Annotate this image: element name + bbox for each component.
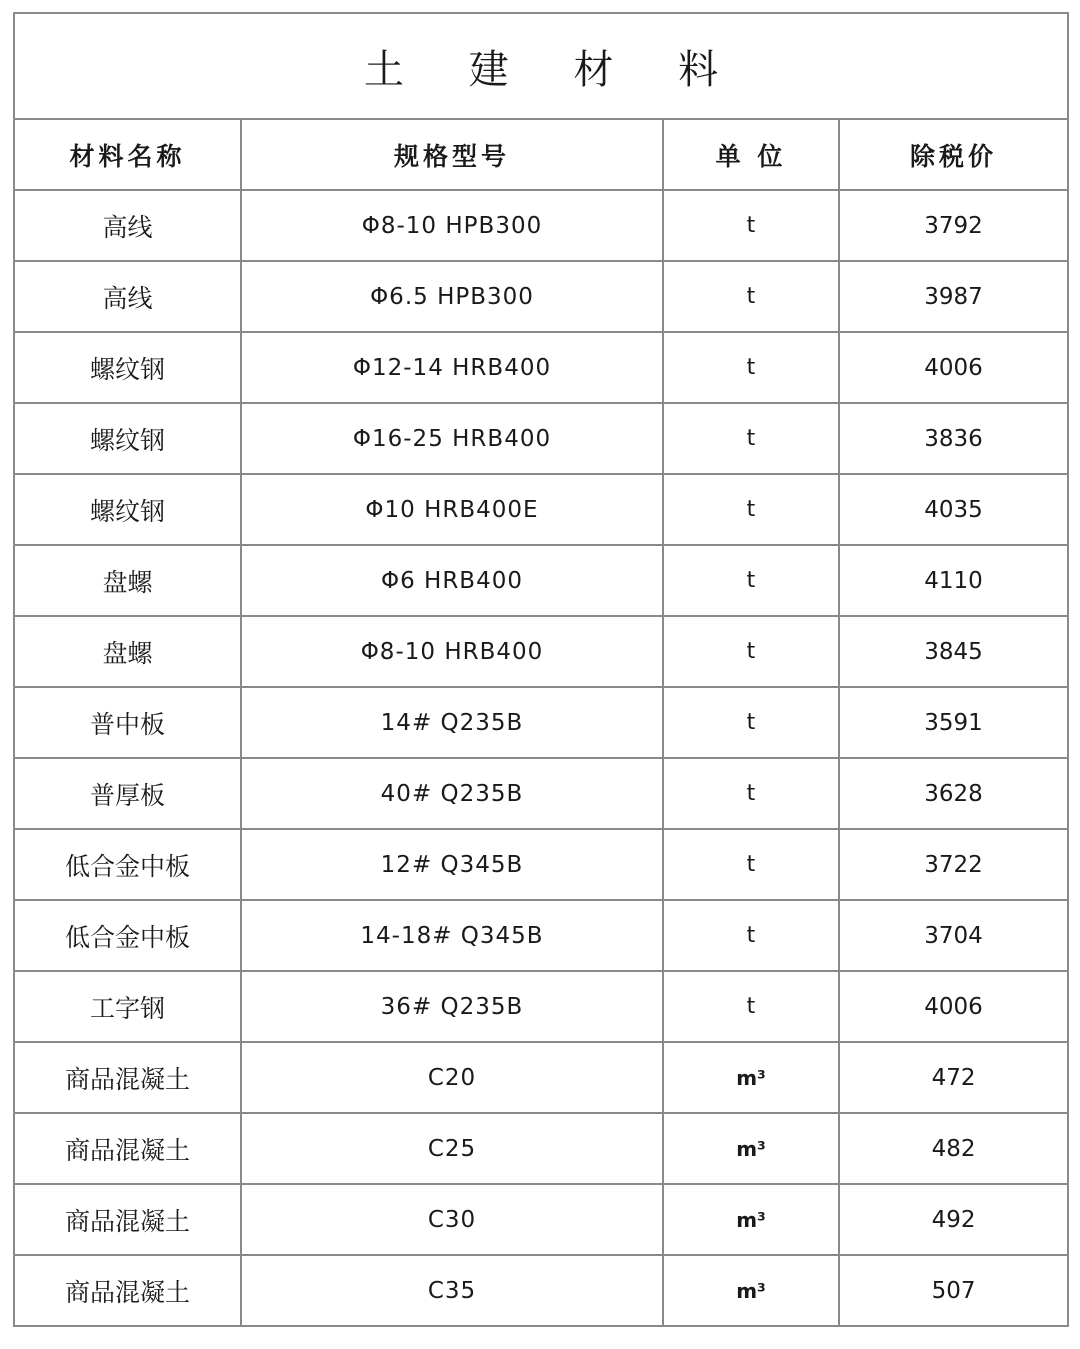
header-unit: 单 位 (663, 119, 839, 190)
table-row (14, 403, 1068, 474)
table-body (14, 190, 1068, 1326)
price-cell: 3591 (839, 687, 1068, 758)
price-cell: 3836 (839, 403, 1068, 474)
header-material-name: 材料名称 (14, 119, 241, 190)
table-row (14, 474, 1068, 545)
price-cell: 3722 (839, 829, 1068, 900)
header-row (14, 119, 1068, 190)
spec-cell: 14# Q235B (241, 687, 663, 758)
price-cell: 492 (839, 1184, 1068, 1255)
material-name-cell: 盘螺 (14, 545, 241, 616)
material-name-cell: 盘螺 (14, 616, 241, 687)
table-row (14, 1042, 1068, 1113)
table-row (14, 190, 1068, 261)
price-cell: 472 (839, 1042, 1068, 1113)
material-name-cell: 高线 (14, 190, 241, 261)
material-name-cell: 商品混凝土 (14, 1184, 241, 1255)
table-row (14, 261, 1068, 332)
material-name-cell: 低合金中板 (14, 829, 241, 900)
unit-cell: t (663, 616, 839, 687)
price-cell: 4035 (839, 474, 1068, 545)
spec-cell: Φ12-14 HRB400 (241, 332, 663, 403)
unit-cell: t (663, 900, 839, 971)
price-cell: 4006 (839, 971, 1068, 1042)
table-row (14, 687, 1068, 758)
spec-cell: Φ10 HRB400E (241, 474, 663, 545)
material-name-cell: 工字钢 (14, 971, 241, 1042)
unit-cell: t (663, 474, 839, 545)
table-row (14, 758, 1068, 829)
material-name-cell: 螺纹钢 (14, 332, 241, 403)
unit-cell: t (663, 545, 839, 616)
material-name-cell: 商品混凝土 (14, 1042, 241, 1113)
spec-cell: 14-18# Q345B (241, 900, 663, 971)
material-name-cell: 低合金中板 (14, 900, 241, 971)
table-row (14, 1184, 1068, 1255)
spec-cell: C25 (241, 1113, 663, 1184)
header-spec-model: 规格型号 (241, 119, 663, 190)
spec-cell: 36# Q235B (241, 971, 663, 1042)
table-row (14, 1113, 1068, 1184)
unit-cell: m³ (663, 1255, 839, 1326)
unit-cell: t (663, 261, 839, 332)
spec-cell: Φ16-25 HRB400 (241, 403, 663, 474)
material-name-cell: 普厚板 (14, 758, 241, 829)
spec-cell: Φ8-10 HRB400 (241, 616, 663, 687)
price-cell: 4006 (839, 332, 1068, 403)
unit-cell: t (663, 190, 839, 261)
table-row (14, 900, 1068, 971)
spec-cell: Φ8-10 HPB300 (241, 190, 663, 261)
table-row (14, 971, 1068, 1042)
material-name-cell: 商品混凝土 (14, 1255, 241, 1326)
price-cell: 3628 (839, 758, 1068, 829)
title-row (14, 13, 1068, 119)
spec-cell: C20 (241, 1042, 663, 1113)
price-cell: 482 (839, 1113, 1068, 1184)
price-cell: 3845 (839, 616, 1068, 687)
table-title: 土 建 材 料 (14, 13, 1068, 119)
materials-price-table (13, 12, 1069, 1327)
spec-cell: 40# Q235B (241, 758, 663, 829)
unit-cell: t (663, 971, 839, 1042)
material-name-cell: 螺纹钢 (14, 474, 241, 545)
spec-cell: Φ6 HRB400 (241, 545, 663, 616)
material-name-cell: 螺纹钢 (14, 403, 241, 474)
table-row (14, 332, 1068, 403)
table-row (14, 829, 1068, 900)
unit-cell: m³ (663, 1113, 839, 1184)
unit-cell: t (663, 758, 839, 829)
spec-cell: 12# Q345B (241, 829, 663, 900)
unit-cell: t (663, 687, 839, 758)
table-row (14, 1255, 1068, 1326)
table-row (14, 616, 1068, 687)
unit-cell: m³ (663, 1042, 839, 1113)
spec-cell: C35 (241, 1255, 663, 1326)
material-name-cell: 普中板 (14, 687, 241, 758)
price-cell: 3704 (839, 900, 1068, 971)
price-cell: 3987 (839, 261, 1068, 332)
spec-cell: Φ6.5 HPB300 (241, 261, 663, 332)
header-price-excl-tax: 除税价 (839, 119, 1068, 190)
unit-cell: t (663, 403, 839, 474)
table-row (14, 545, 1068, 616)
unit-cell: t (663, 332, 839, 403)
material-name-cell: 商品混凝土 (14, 1113, 241, 1184)
spec-cell: C30 (241, 1184, 663, 1255)
unit-cell: t (663, 829, 839, 900)
price-cell: 507 (839, 1255, 1068, 1326)
price-cell: 3792 (839, 190, 1068, 261)
price-cell: 4110 (839, 545, 1068, 616)
material-name-cell: 高线 (14, 261, 241, 332)
unit-cell: m³ (663, 1184, 839, 1255)
